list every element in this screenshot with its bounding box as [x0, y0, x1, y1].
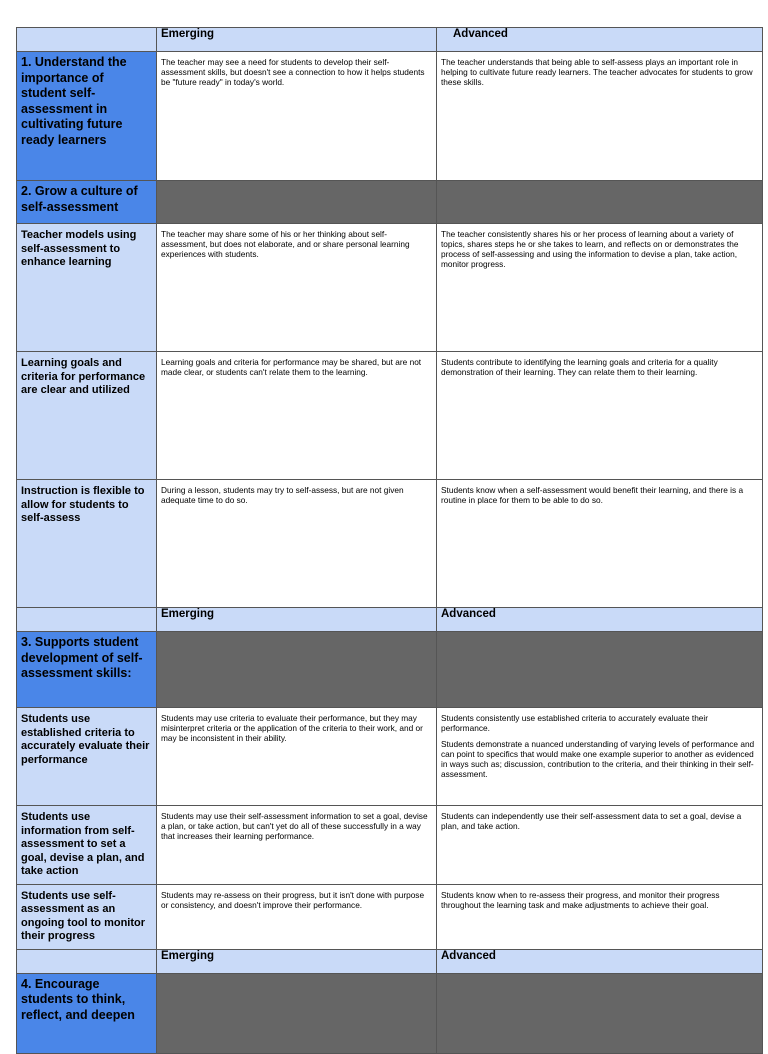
header-row — [17, 608, 763, 632]
header-advanced: Advanced — [441, 608, 496, 620]
criterion-label-cell — [17, 884, 157, 949]
advanced-text: The teacher understands that being able to self-assess plays an important role in helping to cultivate future ready learners. The teacher advocates for students to grow these skills. — [441, 57, 753, 87]
header-advanced-cell — [437, 949, 763, 973]
advanced-cell — [437, 806, 763, 885]
header-emerging-cell — [157, 28, 437, 52]
table-row — [17, 884, 763, 949]
header-emerging: Emerging — [161, 28, 215, 40]
header-emerging-cell — [157, 608, 437, 632]
criterion-label-cell — [17, 806, 157, 885]
rubric-table-1 — [16, 27, 763, 608]
shaded-cell — [437, 973, 763, 1053]
emerging-text: Learning goals and criteria for performance may be shared, but are not made clear, or students can't relate them to the learning. — [161, 357, 422, 377]
header-row — [17, 28, 763, 52]
section-label: 4. Encourage students to think, reflect, and deepen — [21, 976, 135, 1022]
section-label-cell — [17, 632, 157, 708]
advanced-paragraph: Students demonstrate a nuanced understanding of varying levels of performance and can point to specifics that would make one example superior to another as evidenced in ways such as; discussion, contribution to the criteria, and their thinking in their self-assessment. — [441, 739, 755, 779]
emerging-cell — [157, 480, 437, 608]
table-row — [17, 181, 763, 224]
section-label: 3. Supports student development of self-assessment skills: — [21, 635, 143, 680]
emerging-cell — [157, 708, 437, 806]
header-blank-cell — [17, 608, 157, 632]
criterion-label: Learning goals and criteria for performance are clear and utilized — [21, 357, 146, 396]
emerging-cell — [157, 806, 437, 885]
advanced-text: The teacher consistently shares his or her process of learning about a variety of topics, shares steps he or she takes to learn, and reflects on or demonstrates the process of self-assessing and using the information to devise a plan, take action, monitor progress. — [441, 229, 739, 269]
shaded-cell — [437, 181, 763, 224]
advanced-text: Students know when a self-assessment would benefit their learning, and there is a routine in place for them to be able to do so. — [441, 485, 744, 505]
table-row — [17, 480, 763, 608]
header-blank-cell — [17, 949, 157, 973]
criterion-label-cell — [17, 224, 157, 352]
section-label-cell — [17, 181, 157, 224]
shaded-cell — [437, 632, 763, 708]
advanced-text: Students know when to re-assess their progress, and monitor their progress throughout the learning task and make adjustments to achieve their goal. — [441, 889, 720, 910]
emerging-text: During a lesson, students may try to self-assess, but are not given adequate time to do so. — [161, 485, 404, 505]
criterion-label-cell — [17, 480, 157, 608]
advanced-cell — [437, 52, 763, 181]
advanced-cell — [437, 224, 763, 352]
advanced-cell — [437, 884, 763, 949]
section-label: 1. Understand the importance of student self-assessment in cultivating future ready learners — [21, 55, 127, 147]
criterion-label: Students use self-assessment as an ongoing tool to monitor their progress — [21, 889, 146, 942]
advanced-cell — [437, 708, 763, 806]
table-row — [17, 806, 763, 885]
emerging-text: Students may use criteria to evaluate their performance, but they may misinterpret criteria or the application of the criteria to their work, and or may be inconsistent in their ability. — [161, 713, 423, 743]
section-label-cell — [17, 973, 157, 1053]
header-emerging: Emerging — [161, 608, 215, 620]
advanced-text: Students contribute to identifying the learning goals and criteria for a quality demonstration of their learning. They can relate them to their learning. — [441, 357, 718, 377]
advanced-text — [437, 708, 762, 784]
table-row — [17, 352, 763, 480]
criterion-label-cell — [17, 708, 157, 806]
emerging-text: The teacher may see a need for students to develop their self-assessment skills, but doesn't see a connection to how it helps students be "future ready" in today's world. — [161, 57, 425, 87]
criterion-label-cell — [17, 352, 157, 480]
criterion-label: Students use information from self-assessment to set a goal, devise a plan, and take action — [21, 811, 145, 877]
emerging-cell — [157, 884, 437, 949]
rubric-table-2 — [16, 607, 763, 1054]
advanced-cell — [437, 352, 763, 480]
advanced-text: Students can independently use their self-assessment data to set a goal, devise a plan, and take action. — [441, 811, 742, 831]
shaded-cell — [157, 973, 437, 1053]
emerging-text: The teacher may share some of his or her thinking about self-assessment, but does not elaborate, and or share personal learning experiences with students. — [161, 229, 410, 259]
table-row — [17, 632, 763, 708]
section-label-cell — [17, 52, 157, 181]
advanced-cell — [437, 480, 763, 608]
emerging-cell — [157, 224, 437, 352]
emerging-cell — [157, 352, 437, 480]
table-row — [17, 708, 763, 806]
header-row — [17, 949, 763, 973]
section-label: 2. Grow a culture of self-assessment — [21, 184, 138, 214]
criterion-label: Instruction is flexible to allow for students to self-assess — [21, 485, 145, 524]
criterion-label: Teacher models using self-assessment to enhance learning — [21, 229, 137, 268]
header-advanced: Advanced — [453, 28, 508, 40]
header-advanced: Advanced — [441, 949, 496, 962]
shaded-cell — [157, 181, 437, 224]
table-row — [17, 973, 763, 1053]
header-emerging: Emerging — [161, 949, 215, 962]
emerging-text: Students may use their self-assessment information to set a goal, devise a plan, or take action, but can't yet do all of these successfully in a way that increases their learning performance. — [161, 811, 428, 841]
emerging-text: Students may re-assess on their progress, but it isn't done with purpose or consistency, and doesn't improve their performance. — [161, 889, 425, 910]
advanced-paragraph: Students consistently use established criteria to accurately evaluate their performance. — [441, 713, 709, 733]
header-blank-cell — [17, 28, 157, 52]
table-row — [17, 224, 763, 352]
criterion-label: Students use established criteria to accurately evaluate their performance — [21, 713, 150, 766]
table-row — [17, 52, 763, 181]
header-emerging-cell — [157, 949, 437, 973]
emerging-cell — [157, 52, 437, 181]
shaded-cell — [157, 632, 437, 708]
header-advanced-cell — [437, 608, 763, 632]
header-advanced-cell — [437, 28, 763, 52]
